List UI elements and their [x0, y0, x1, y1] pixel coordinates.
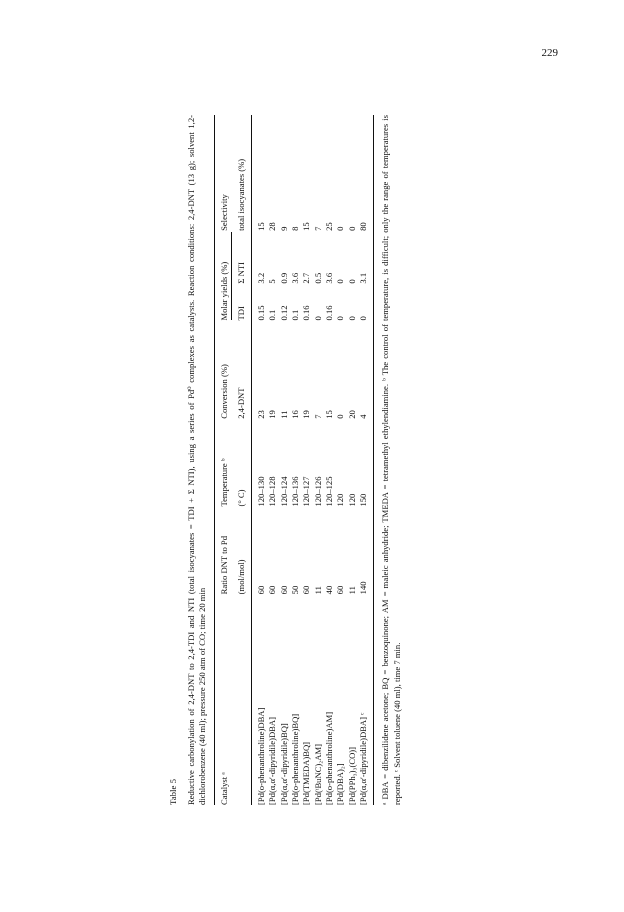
cell-temp: 120–127 [301, 476, 312, 507]
table-caption: Reductive carbonylation of 2,4-DNT to 2,4-TDI and NTI (total isocyanates = TDI + Σ NTI), using a series of Pd⁰ complexes as catalysts. Reaction conditions: 2,4-DNT (13 g); solvent 1,2-dichlorobenzene (40 ml); pressure 250 atm of CO; time 20 min [185, 115, 207, 805]
cell-conv: 15 [324, 410, 335, 419]
table-label: Table 5 [168, 778, 178, 805]
cell-tdi: 0.16 [301, 305, 312, 321]
cell-tdi: 0 [335, 316, 346, 321]
cell-temp: 120–124 [278, 476, 289, 507]
cell-ratio: 11 [312, 586, 323, 595]
cell-sel: 8 [290, 226, 301, 231]
cell-sel: 9 [278, 226, 289, 231]
header-conv-line2: 2,4-DNT [235, 387, 246, 419]
cell-sel: 15 [255, 222, 266, 231]
table-row [347, 115, 358, 805]
header-row-1 [215, 115, 231, 805]
cell-conv: 11 [278, 410, 289, 419]
cell-conv: 4 [358, 414, 369, 419]
cell-tdi: 0.1 [290, 309, 301, 321]
cell-catalyst: [Pd(ᵗBuNC)₂AM] [312, 744, 323, 805]
header-molar-label: Molar yields (%) [219, 232, 231, 321]
table-row [267, 115, 278, 805]
cell-snti: 0 [346, 279, 357, 284]
table-row [290, 115, 301, 805]
cell-snti: 3.1 [358, 272, 369, 284]
cell-ratio: 60 [278, 585, 289, 595]
cell-catalyst: [Pd(α,α′-dipyridile)BQ] [278, 723, 289, 805]
cell-ratio: 50 [290, 585, 301, 595]
cell-sel: 28 [267, 222, 278, 231]
cell-sel: 15 [301, 222, 312, 231]
header-molar-yields [215, 231, 231, 321]
cell-sel: 0 [335, 226, 346, 231]
table-row [313, 115, 324, 805]
cell-ratio: 60 [267, 585, 278, 595]
header-catalyst: Catalyst ᵃ [219, 772, 230, 805]
cell-ratio: 60 [301, 585, 312, 595]
cell-ratio: 11 [346, 586, 357, 595]
cell-temp: 120–136 [290, 476, 301, 507]
cell-snti: 0.5 [312, 272, 323, 284]
cell-tdi: 0.15 [255, 305, 266, 321]
header-row-2 [232, 115, 251, 805]
cell-snti: 5 [267, 279, 278, 284]
cell-snti: 3.2 [255, 272, 266, 284]
cell-tdi: 0.1 [267, 309, 278, 321]
header-tdi: TDI [235, 306, 246, 321]
table-row [252, 115, 267, 805]
header-ratio-line2: (mol/mol) [235, 559, 246, 595]
cell-temp: 120–125 [324, 476, 335, 507]
cell-ratio: 140 [358, 581, 369, 595]
cell-conv: 20 [346, 410, 357, 419]
cell-sel: 7 [312, 226, 323, 231]
table-row [301, 115, 312, 805]
cell-catalyst: [Pd(o-phenanthroline)DBA] [255, 707, 266, 805]
page-number: 229 [541, 47, 558, 59]
header-snti: Σ NTI [235, 262, 246, 284]
cell-temp: 120–130 [255, 476, 266, 507]
cell-tdi: 0.12 [278, 305, 289, 321]
cell-conv: 0 [335, 414, 346, 419]
cell-tdi: 0 [312, 316, 323, 321]
table-row [324, 115, 335, 805]
cell-sel: 80 [358, 222, 369, 231]
cell-ratio: 60 [255, 585, 266, 595]
cell-snti: 0.9 [278, 272, 289, 284]
cell-temp: 120 [346, 493, 357, 507]
header-conv-line1: Conversion (%) [219, 364, 230, 419]
cell-snti: 0 [335, 279, 346, 284]
table-row [358, 115, 373, 805]
cell-ratio: 40 [324, 585, 335, 595]
cell-tdi: 0.16 [324, 305, 335, 321]
rotated-table-block [168, 115, 440, 805]
data-table [215, 115, 373, 805]
cell-sel: 25 [324, 222, 335, 231]
header-catalyst-empty [232, 594, 251, 805]
cell-conv: 16 [290, 410, 301, 419]
cell-temp: 120–128 [267, 476, 278, 507]
cell-catalyst: [Pd(α,α′-dipyridile)DBA] [267, 717, 278, 805]
cell-temp: 150 [358, 493, 369, 507]
cell-temp: 120 [335, 493, 346, 507]
cell-catalyst: [Pd(DBA)₂] [335, 763, 346, 805]
header-temp-line2: (° C) [235, 489, 246, 507]
header-ratio-line1: Ratio DNT to Pd [219, 535, 230, 595]
header-sel-line2: total isocyanates (%) [235, 158, 246, 231]
cell-conv: 19 [301, 410, 312, 419]
cell-catalyst: [Pd(TMEDA)BQ] [301, 741, 312, 805]
cell-catalyst: [Pd(o-phenanthroline)BQ] [290, 713, 301, 805]
cell-temp: 120–126 [312, 476, 323, 507]
cell-catalyst: [Pd(α,α′-dipyridile)DBA] ᶜ [358, 712, 369, 805]
cell-snti: 3.6 [290, 272, 301, 284]
bottom-rule [373, 115, 374, 805]
cell-tdi: 0 [358, 316, 369, 321]
table-row [335, 115, 346, 805]
header-sel-line1: Selectivity [219, 194, 230, 231]
cell-catalyst: [Pd(PPh₃)₃(CO)] [346, 746, 357, 805]
cell-snti: 3.6 [324, 272, 335, 284]
cell-conv: 19 [267, 410, 278, 419]
cell-conv: 23 [255, 410, 266, 419]
cell-snti: 2.7 [301, 272, 312, 284]
cell-sel: 0 [346, 226, 357, 231]
cell-catalyst: [Pd(o-phenanthroline)AM] [324, 711, 335, 805]
header-temp-line1: Temperature ᵇ [219, 458, 230, 507]
table-footnote: ᵃ DBA = dibenzilidene acetone; BQ = benzoquinone; AM = maleic anhydride; TMEDA = tetramethyl ethylendiamine. ᵇ The control of temperature, is difficult; only the range of temperatures is reported. ᶜ Solvent toluene (40 ml), time 7 min. [380, 115, 402, 805]
cell-tdi: 0 [346, 316, 357, 321]
table-row [279, 115, 290, 805]
cell-ratio: 60 [335, 585, 346, 595]
cell-conv: 7 [312, 414, 323, 419]
